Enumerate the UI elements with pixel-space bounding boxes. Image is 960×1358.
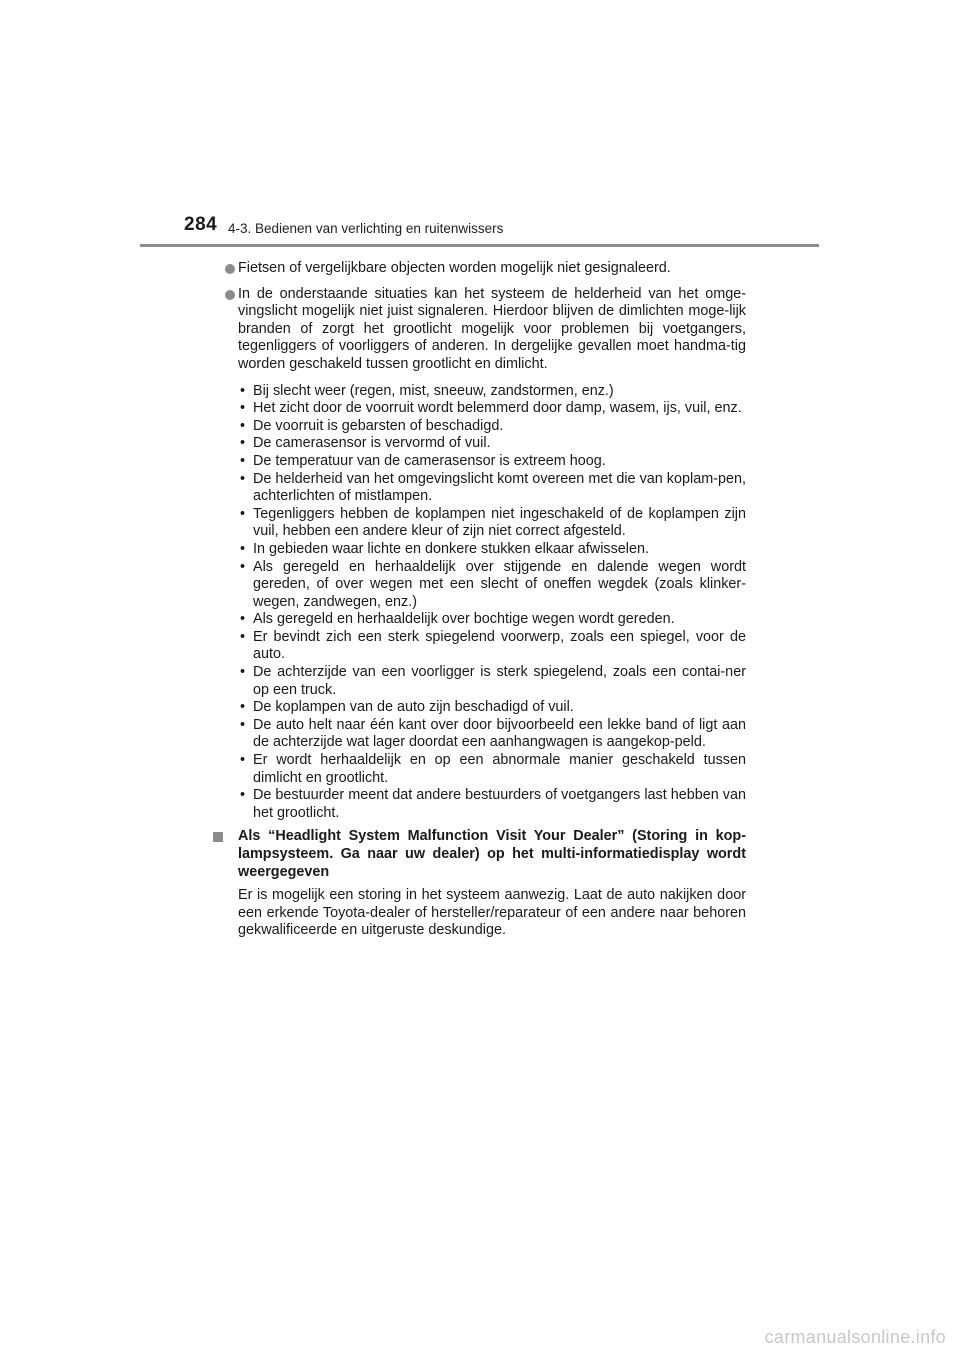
list-item: [211, 506, 746, 541]
list-item-text: Als geregeld en herhaaldelijk over stijgende en dalende wegen wordt gereden, of over wegen met een slecht of oneffen wegdek (zoals klinker-wegen, zandwegen, enz.): [253, 558, 746, 610]
bullet-item: [211, 286, 746, 374]
sub-bullet-icon: •: [240, 752, 246, 769]
sub-bullet-icon: •: [240, 505, 246, 522]
list-item: [211, 611, 746, 629]
bullet-dot-icon: [225, 290, 235, 300]
sub-bullet-icon: •: [240, 664, 246, 681]
bullet-dot-icon: [225, 264, 235, 274]
sub-bullet-icon: •: [240, 470, 246, 487]
list-item-text: Er wordt herhaaldelijk en op een abnormale manier geschakeld tussen dimlicht en grootlicht.: [253, 752, 746, 786]
list-item-text: De camerasensor is vervormd of vuil.: [253, 435, 491, 452]
subheading-text: Als “Headlight System Malfunction Visit Your Dealer” (Storing in kop-lampsysteem. Ga naar uw dealer) op het multi-informatiedisplay wordt weergegeven: [238, 828, 746, 880]
list-item-text: De voorruit is gebarsten of beschadigd.: [253, 417, 504, 434]
list-item: [211, 752, 746, 787]
list-item-text: Er bevindt zich een sterk spiegelend voorwerp, zoals een spiegel, voor de auto.: [253, 628, 746, 663]
page-content: [211, 252, 746, 940]
list-item-text: De auto helt naar één kant over door bijvoorbeeld een lekke band of ligt aan de achterzijde wat lager doordat een aanhangwagen is aangekop-peld.: [253, 716, 746, 751]
list-item-text: De achterzijde van een voorligger is sterk spiegelend, zoals een contai-ner op een truck.: [253, 664, 746, 698]
section-title: 4-3. Bedienen van verlichting en ruitenwissers: [228, 221, 504, 236]
list-item-text: Het zicht door de voorruit wordt belemmerd door damp, wasem, ijs, vuil, enz.: [253, 400, 742, 417]
list-item: [211, 453, 746, 471]
body-paragraph: Er is mogelijk een storing in het systeem aanwezig. Laat de auto nakijken door een erkende Toyota-dealer of hersteller/reparateur of een andere naar behoren gekwalificeerde en uitgeruste deskundige.: [238, 887, 746, 939]
sub-bullet-icon: •: [240, 558, 246, 575]
situation-list: [211, 383, 746, 823]
list-item-text: Bij slecht weer (regen, mist, sneeuw, zandstormen, enz.): [253, 382, 614, 399]
sub-bullet-icon: •: [240, 611, 246, 628]
list-item: [211, 787, 746, 822]
sub-bullet-icon: •: [240, 382, 246, 399]
sub-bullet-icon: •: [240, 787, 246, 804]
list-item: [211, 541, 746, 559]
bullet-item: [211, 260, 746, 278]
sub-bullet-icon: •: [240, 417, 246, 434]
sub-bullet-icon: •: [240, 716, 246, 733]
list-item: [211, 383, 746, 401]
header-rule: [140, 244, 819, 247]
list-item: [211, 418, 746, 436]
list-item-text: De helderheid van het omgevingslicht komt overeen met die van koplam-pen, achterlichten of mistlampen.: [253, 470, 746, 505]
list-item-text: De koplampen van de auto zijn beschadigd of vuil.: [253, 699, 574, 716]
list-item: [211, 717, 746, 752]
list-item: [211, 435, 746, 453]
list-item: [211, 400, 746, 418]
list-item: [211, 664, 746, 699]
list-item-text: De bestuurder meent dat andere bestuurders of voetgangers last hebben van het grootlicht.: [253, 787, 746, 821]
list-item: [211, 471, 746, 506]
bullet-text: Fietsen of vergelijkbare objecten worden mogelijk niet gesignaleerd.: [238, 260, 671, 276]
list-item-text: In gebieden waar lichte en donkere stukken elkaar afwisselen.: [253, 540, 649, 557]
list-item: [211, 559, 746, 612]
sub-bullet-icon: •: [240, 628, 246, 645]
list-item: [211, 699, 746, 717]
page-number: 284: [184, 214, 218, 235]
list-item-text: Als geregeld en herhaaldelijk over bochtige wegen wordt gereden.: [253, 611, 675, 628]
list-item: [211, 629, 746, 664]
sub-bullet-icon: •: [240, 699, 246, 716]
bullet-text: In de onderstaande situaties kan het systeem de helderheid van het omge-vingslicht mogelijk niet juist signaleren. Hierdoor blijven de dimlichten moge-lijk branden of zorgt het grootlicht mogelijk voor problemen bij voetgangers, tegenliggers of voorliggers of anderen. In dergelijke gevallen moet handma-tig worden geschakeld tussen grootlicht en dimlicht.: [238, 285, 746, 372]
subheading: [211, 828, 746, 881]
sub-bullet-icon: •: [240, 435, 246, 452]
list-item-text: Tegenliggers hebben de koplampen niet ingeschakeld of de koplampen zijn vuil, hebben een andere kleur of zijn niet correct afgesteld.: [253, 505, 746, 540]
list-item-text: De temperatuur van de camerasensor is extreem hoog.: [253, 452, 606, 469]
sub-bullet-icon: •: [240, 452, 246, 469]
sub-bullet-icon: •: [240, 540, 246, 557]
sub-bullet-icon: •: [240, 400, 246, 417]
square-bullet-icon: [213, 832, 223, 842]
watermark: carmanualsonline.info: [764, 1327, 946, 1347]
